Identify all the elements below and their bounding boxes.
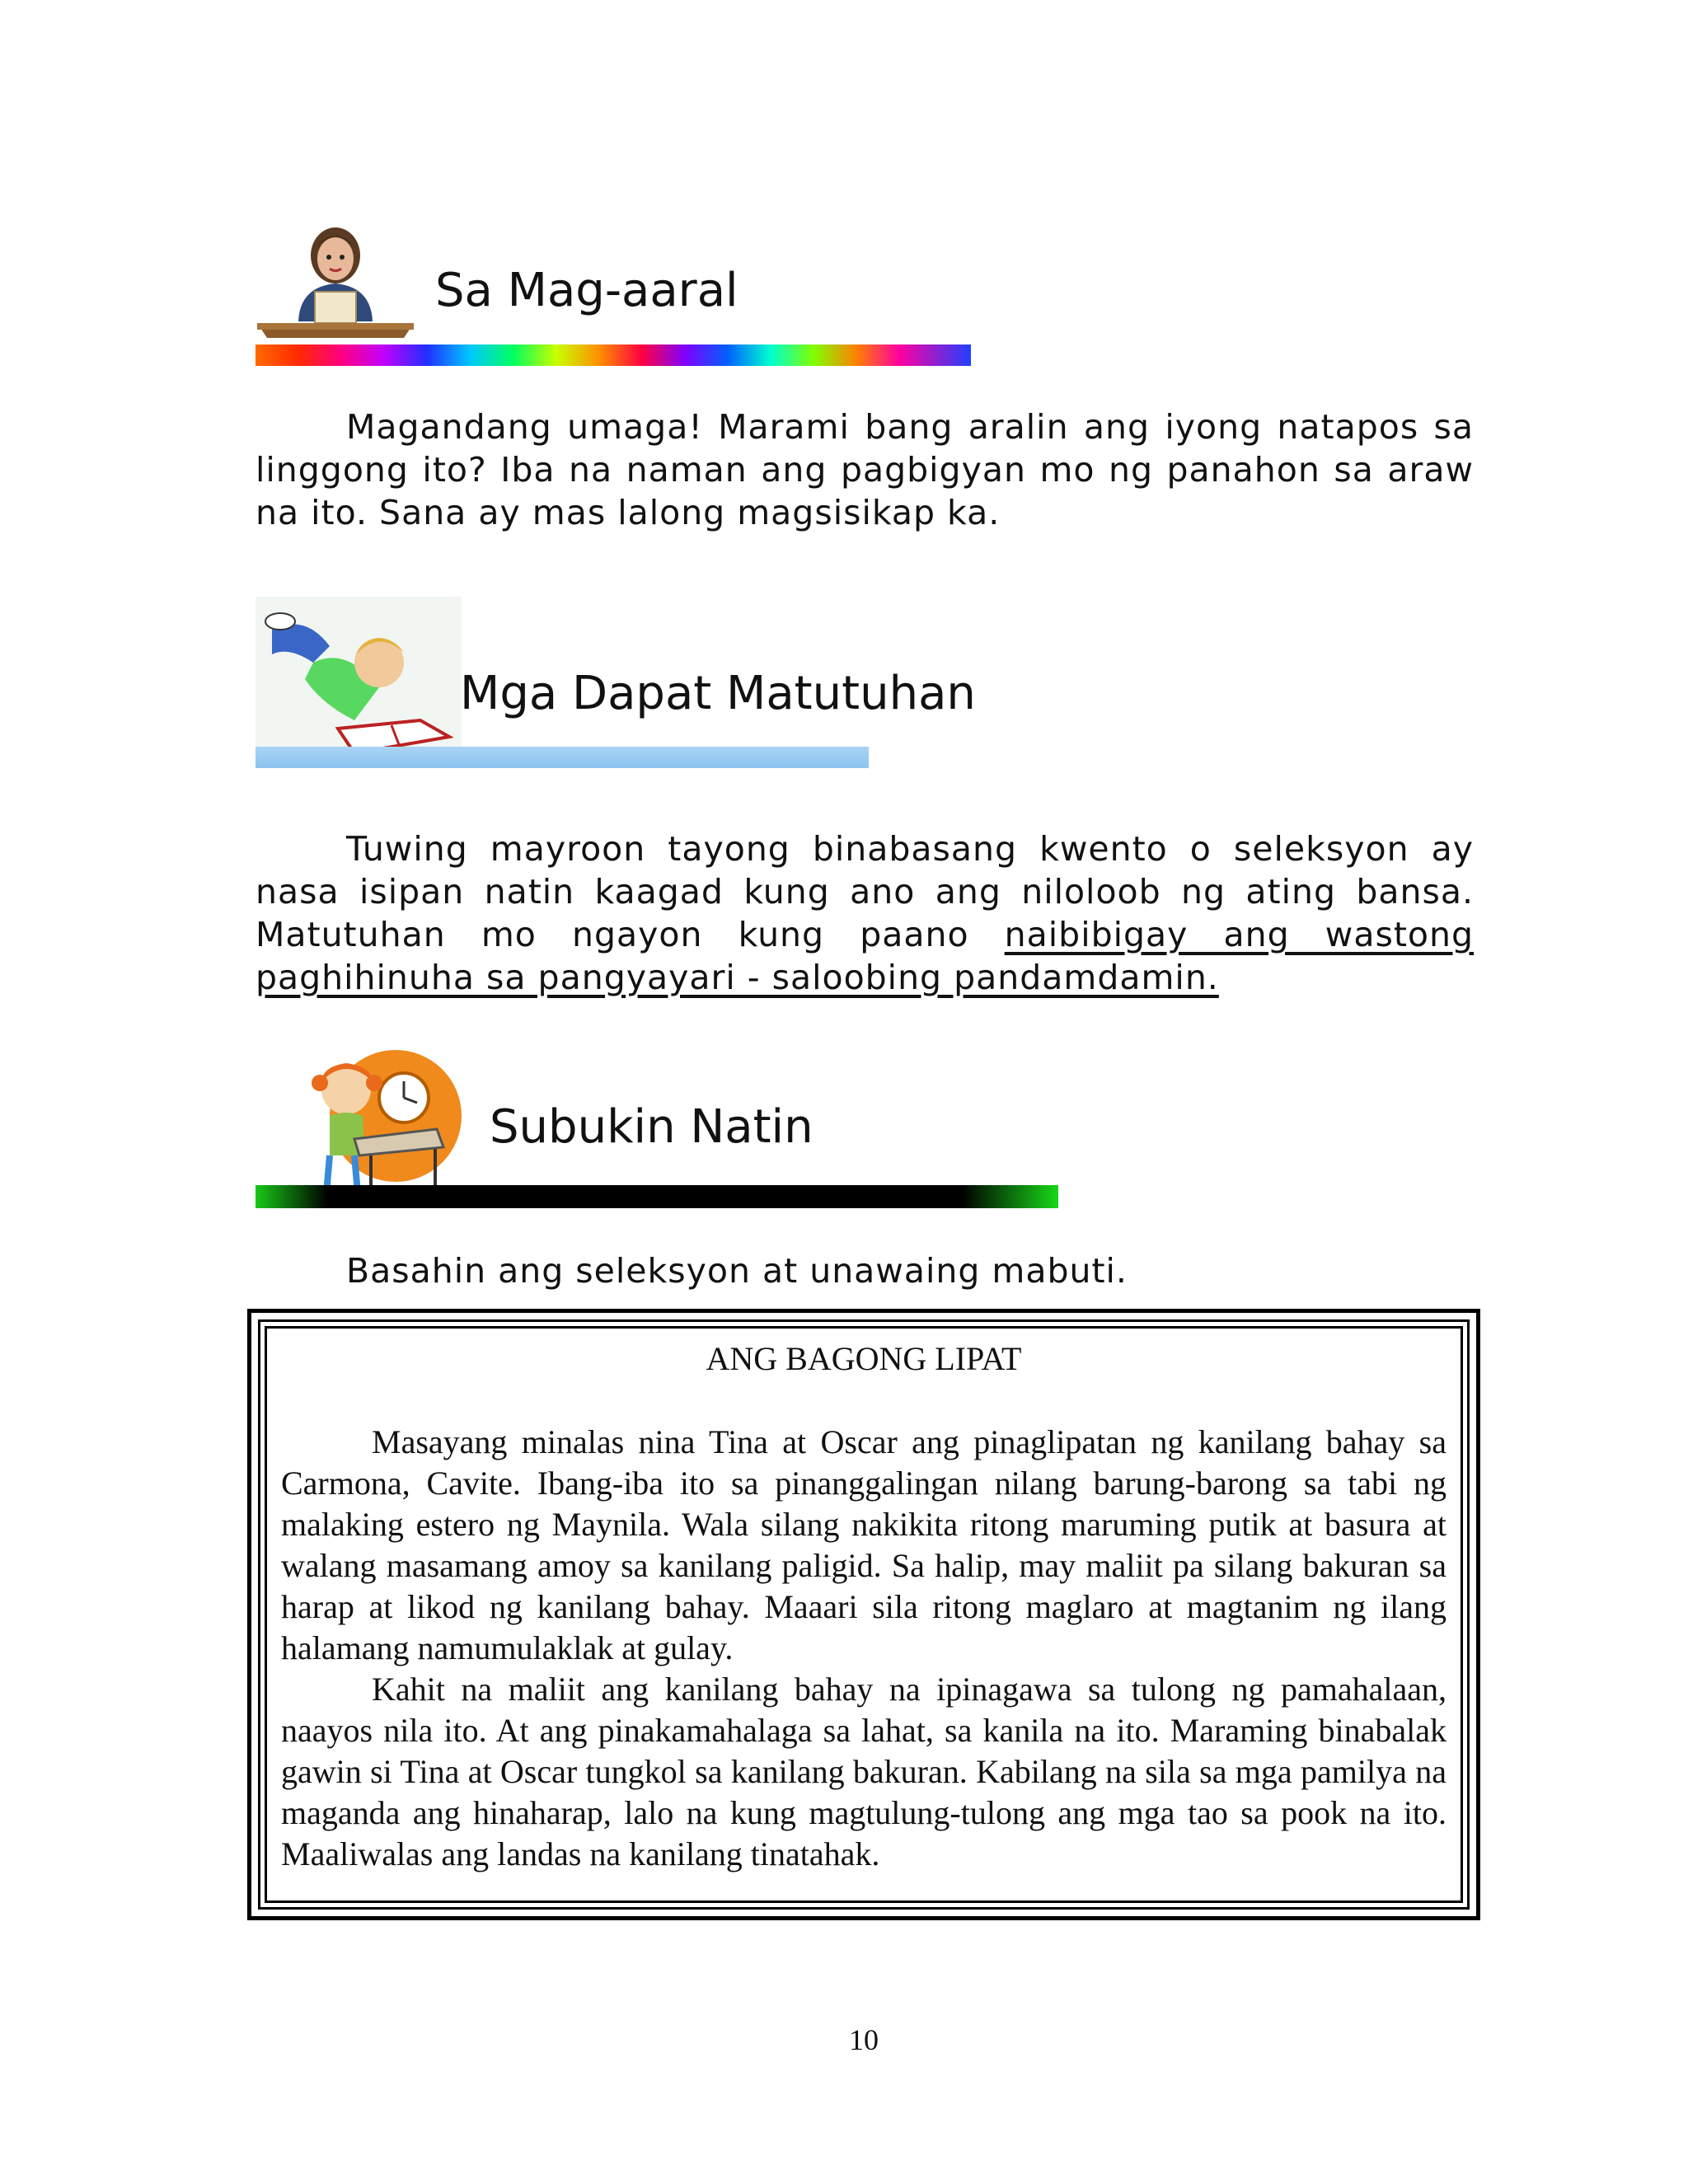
- section-heading-objectives: Mga Dapat Matutuhan: [460, 667, 976, 720]
- objectives-lead-text: Tuwing mayroon tayong binabasang kwento o seleksyon ay nasa isipan natin kaagad kung ano ang niloloob ng ating bansa. Matutuhan mo ngayon kung paano: [256, 829, 1474, 954]
- girl-at-desk-clock-icon: [297, 1040, 462, 1198]
- blue-divider: [256, 747, 869, 768]
- boy-reading-book-icon: [256, 597, 462, 762]
- story-text: [281, 1422, 1447, 1875]
- instruction-text: Basahin ang seleksyon at unawaing mabuti.: [346, 1251, 1128, 1291]
- story-box: [247, 1309, 1480, 1920]
- story-title: ANG BAGONG LIPAT: [706, 1340, 1022, 1377]
- student-paragraph: Magandang umaga! Marami bang aralin ang iyong natapos sa linggong ito? Iba na naman ang pagbigyan mo ng panahon sa araw na ito. Sana ay mas lalong magsisikap ka.: [256, 407, 1474, 532]
- story-paragraph-1: Masayang minalas nina Tina at Oscar ang pinaglipatan ng kanilang bahay sa Carmona, Cavite. Ibang-iba ito sa pinanggalingan nilang barung-barong sa tabi ng malaking estero ng Maynila. Wala silang nakikita ritong maruming putik at basura at walang masamang amoy sa kanilang paligid. Sa halip, may maliit pa silang bakuran sa harap at likod ng kanilang bahay. Maaari sila ritong maglaro at magtanim ng ilang halamang namumulaklak at gulay.: [281, 1423, 1447, 1666]
- section-heading-student: Sa Mag-aaral: [435, 264, 738, 317]
- objectives-underlined-text: naibibigay ang wastong paghihinuha sa pangyayari - saloobing pandamdamin.: [256, 915, 1474, 997]
- objectives-paragraph: [256, 827, 1474, 999]
- green-black-divider: [256, 1185, 1058, 1208]
- section-heading-try: Subukin Natin: [490, 1100, 814, 1154]
- page-number: 10: [849, 2023, 879, 2056]
- story-paragraph-2: Kahit na maliit ang kanilang bahay na ipinagawa sa tulong ng pamahalaan, naayos nila ito. At ang pinakamahalaga sa lahat, sa kanila na ito. Maraming binabalak gawin si Tina at Oscar tungkol sa kanilang bakuran. Kabilang na sila sa mga pamilya na maganda ang hinaharap, lalo na kung magtulung-tulong ang mga tao sa pook na ito. Maaliwalas ang landas na kanilang tinatahak.: [281, 1671, 1447, 1872]
- rainbow-divider: [256, 344, 971, 366]
- teacher-at-desk-icon: [257, 223, 414, 338]
